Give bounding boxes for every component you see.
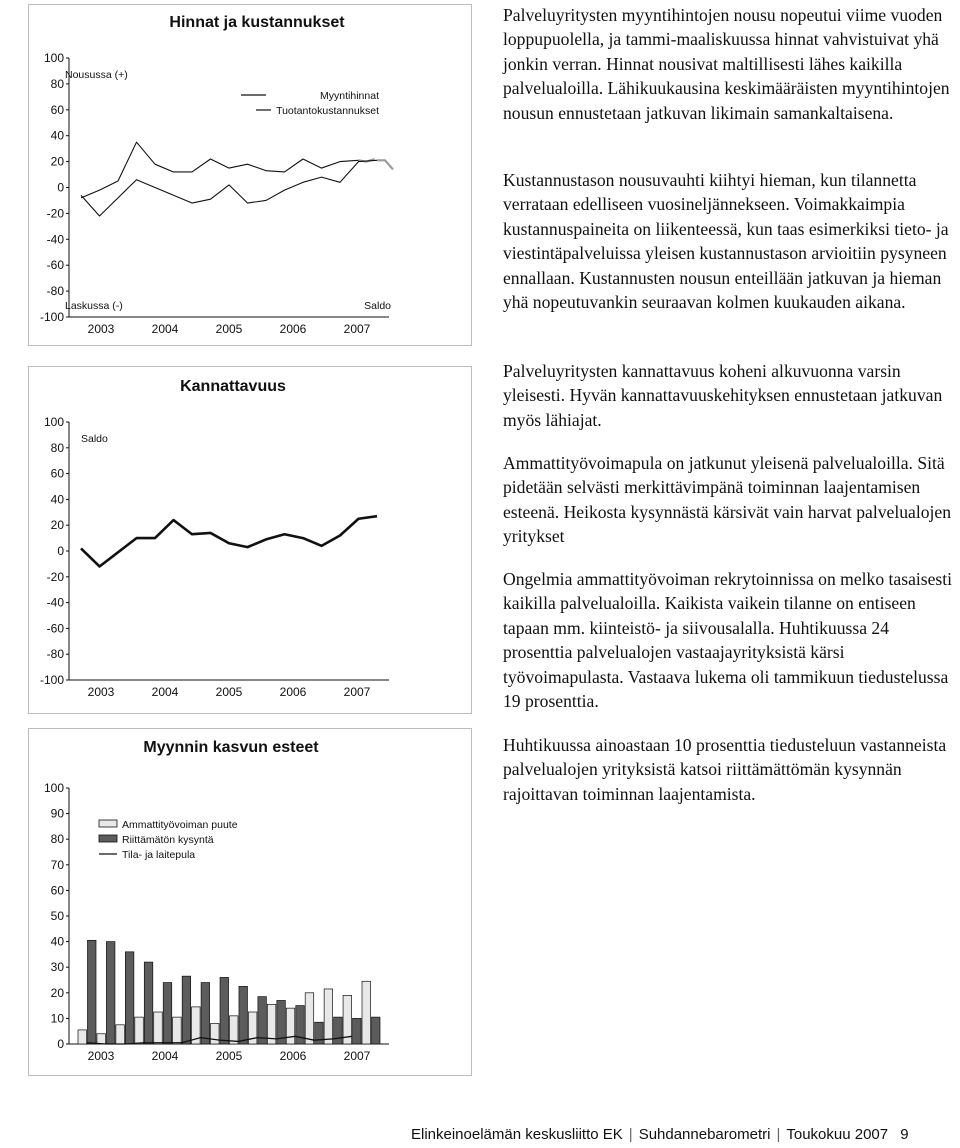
bar-riittamaton-kysynta (106, 942, 115, 1044)
bar-ammattityovoiman-puute (305, 993, 314, 1044)
paragraph-prices: Palveluyritysten myyntihintojen nousu nopeutui viime vuoden loppupuolella, ja tammi-maaliskuussa hinnat vahvistuivat yhä jonkin verran. Hinnat nousivat maltillisesti lähes kaikilla palvelualoilla. Lähikuukausina keskimääräisten myyntihintojen nousun ennustetaan jatkuvan likimain samankaltaisena. (503, 5, 950, 123)
legend-swatch-riittamaton-kysynta (99, 835, 117, 842)
page-number: 9 (900, 1126, 909, 1143)
x-tick-label: 2006 (279, 1049, 307, 1063)
y-tick-label: -100 (39, 310, 64, 324)
x-tick-label: 2004 (151, 685, 179, 699)
footer-org: Elinkeinoelämän keskusliitto EK (411, 1126, 623, 1143)
y-tick-label: -60 (46, 258, 64, 273)
series-line-saldo (81, 516, 377, 566)
forecast-line-tuotantokustannukset (377, 160, 393, 169)
profitability-chart (28, 366, 472, 714)
text-block-costs (503, 168, 955, 314)
y-tick-label: 10 (50, 1011, 64, 1026)
saldo-annotation: Saldo (81, 433, 108, 445)
y-tick-label: 40 (50, 128, 64, 143)
prices-costs-chart-svg (29, 5, 471, 345)
y-tick-label: 0 (57, 544, 64, 558)
paragraph-demand: Huhtikuussa ainoastaan 10 prosenttia tiedusteluun vastanneista palvelualojen yrityksistä katsoi riittämättömän kysynnän rajoittavan toiminnan laajentamista. (503, 735, 947, 804)
y-tick-label: 20 (50, 518, 64, 533)
y-tick-label: 40 (50, 934, 64, 949)
y-tick-label: 60 (50, 466, 64, 481)
y-tick-label: 90 (50, 806, 64, 821)
x-tick-label: 2007 (343, 685, 371, 699)
bar-ammattityovoiman-puute (324, 989, 333, 1044)
footer-separator: | (776, 1126, 781, 1143)
y-tick-label: -100 (39, 673, 64, 687)
paragraph-labour-shortage: Ammattityövoimapula on jatkunut yleisenä palvelualoilla. Sitä pidetään selvästi merkittävimpänä toiminnan laajentamisen esteenä. Heikosta kysynnästä kärsivät vain harvat palvelualojen yritykset (503, 453, 951, 547)
x-tick-label: 2007 (343, 322, 371, 336)
paragraph-costs: Kustannustason nousuvauhti kiihtyi hieman, kun tilannetta verrataan edelliseen vuosineljännekseen. Voimakkaimpia kustannuspaineita on liikenteessä, kun taas esimerkiksi tieto- ja viestintäpalveluissa yleisen kustannustason arvioitiin pysyneen ennallaan. Kustannusten nousun enteillään jatkuvan ja hieman yhä nopeutuvankin seuraavan kolmen kuukauden aikana. (503, 170, 949, 313)
y-tick-label: -40 (46, 232, 64, 247)
y-tick-label: 80 (50, 76, 64, 91)
series-line-myyntihinnat (81, 142, 359, 198)
falling-annotation: Laskussa (-) (65, 300, 123, 312)
bar-riittamaton-kysynta (315, 1022, 324, 1044)
x-tick-label: 2007 (343, 1049, 371, 1063)
bar-ammattityovoiman-puute (135, 1017, 144, 1044)
series-line-tuotantokustannukset (81, 160, 377, 216)
bar-ammattityovoiman-puute (116, 1025, 125, 1044)
bar-riittamaton-kysynta (163, 983, 172, 1044)
bar-ammattityovoiman-puute (173, 1017, 182, 1044)
y-tick-label: 50 (50, 909, 64, 923)
legend-label-myyntihinnat: Myyntihinnat (320, 90, 379, 102)
bar-ammattityovoiman-puute (211, 1024, 220, 1044)
x-tick-label: 2005 (215, 685, 243, 699)
paragraph-recruitment: Ongelmia ammattityövoiman rekrytoinnissa on melko tasaisesti kaikilla palvelualoilla. Kaikista vaikein tilanne on entiseen tapaan mm. kiinteistö- ja siivousalalla. Huhtikuussa 24 prosenttia palvelualojen vastaajayrityksistä kärsi työvoimapulasta. Vastaava lukema oli tammikuun tiedustelussa 19 prosenttia. (503, 569, 953, 712)
y-tick-label: -40 (46, 595, 64, 610)
bar-riittamaton-kysynta (334, 1017, 343, 1044)
y-tick-label: 20 (50, 985, 64, 1000)
y-tick-label: 40 (50, 492, 64, 507)
bar-riittamaton-kysynta (144, 962, 153, 1044)
y-tick-label: 20 (50, 154, 64, 169)
footer-publication: Suhdannebarometri (638, 1126, 771, 1143)
chart-legend (99, 819, 238, 861)
bar-ammattityovoiman-puute (154, 1012, 163, 1044)
legend-label-riittamaton-kysynta: Riittämätön kysyntä (122, 834, 214, 846)
text-block-profitability (503, 359, 955, 432)
legend-label-tuotantokustannukset: Tuotantokustannukset (276, 105, 379, 117)
x-tick-label: 2003 (87, 1049, 115, 1063)
footer-month: Toukokuu 2007 (786, 1126, 889, 1143)
bar-riittamaton-kysynta (220, 977, 229, 1044)
y-tick-label: -80 (46, 284, 64, 299)
bar-riittamaton-kysynta (258, 997, 267, 1044)
bar-riittamaton-kysynta (372, 1017, 381, 1044)
text-block-labour-shortage (503, 451, 955, 549)
y-tick-label: -20 (46, 206, 64, 221)
y-tick-label: 80 (50, 440, 64, 455)
bar-ammattityovoiman-puute (286, 1008, 295, 1044)
x-tick-label: 2005 (215, 1049, 243, 1063)
prices-costs-chart (28, 4, 472, 346)
bar-ammattityovoiman-puute (229, 1016, 238, 1044)
sales-obstacles-chart (28, 728, 472, 1076)
x-tick-label: 2003 (87, 685, 115, 699)
y-tick-label: 100 (43, 415, 64, 429)
bar-ammattityovoiman-puute (97, 1034, 106, 1044)
text-block-demand (503, 733, 955, 806)
bar-ammattityovoiman-puute (78, 1030, 87, 1044)
chart-title: Myynnin kasvun esteet (143, 739, 319, 756)
legend-label-tila-ja-laitepula: Tila- ja laitepula (122, 849, 196, 861)
y-tick-label: -80 (46, 647, 64, 662)
bar-riittamaton-kysynta (201, 983, 210, 1044)
x-tick-label: 2004 (151, 1049, 179, 1063)
chart-title: Kannattavuus (180, 378, 286, 395)
bar-riittamaton-kysynta (88, 940, 97, 1044)
text-block-prices (503, 3, 955, 125)
chart-title: Hinnat ja kustannukset (169, 14, 345, 31)
bar-riittamaton-kysynta (182, 976, 191, 1044)
y-tick-label: -20 (46, 569, 64, 584)
legend-label-ammattityovoiman-puute: Ammattityövoiman puute (122, 819, 238, 831)
bar-ammattityovoiman-puute (362, 981, 371, 1044)
y-tick-label: 30 (50, 960, 64, 975)
y-tick-label: 100 (43, 51, 64, 65)
bar-riittamaton-kysynta (125, 952, 134, 1044)
y-tick-label: 70 (50, 857, 64, 872)
bar-riittamaton-kysynta (353, 1018, 362, 1044)
y-tick-label: 0 (57, 180, 64, 195)
y-tick-label: 60 (50, 102, 64, 117)
x-tick-label: 2006 (279, 322, 307, 336)
footer-separator: | (628, 1126, 633, 1143)
chart-legend (241, 90, 379, 117)
y-tick-label: 80 (50, 832, 64, 847)
profitability-chart-svg (29, 367, 471, 713)
x-tick-label: 2006 (279, 685, 307, 699)
x-tick-label: 2004 (151, 322, 179, 336)
y-tick-label: 0 (57, 1037, 64, 1051)
rising-annotation: Nousussa (+) (65, 69, 128, 81)
page-footer (411, 1126, 909, 1143)
x-tick-label: 2003 (87, 322, 115, 336)
bar-riittamaton-kysynta (239, 986, 248, 1044)
y-tick-label: 60 (50, 883, 64, 898)
sales-obstacles-chart-svg (29, 729, 471, 1075)
y-tick-label: 100 (43, 781, 64, 795)
text-block-recruitment (503, 567, 955, 713)
x-tick-label: 2005 (215, 322, 243, 336)
legend-swatch-ammattityovoiman-puute (99, 820, 117, 827)
saldo-annotation: Saldo (364, 300, 391, 312)
y-tick-label: -60 (46, 621, 64, 636)
paragraph-profitability: Palveluyritysten kannattavuus koheni alkuvuonna varsin yleisesti. Hyvän kannattavuuskehityksen ennustetaan jatkuvan myös lähiajat. (503, 361, 943, 430)
